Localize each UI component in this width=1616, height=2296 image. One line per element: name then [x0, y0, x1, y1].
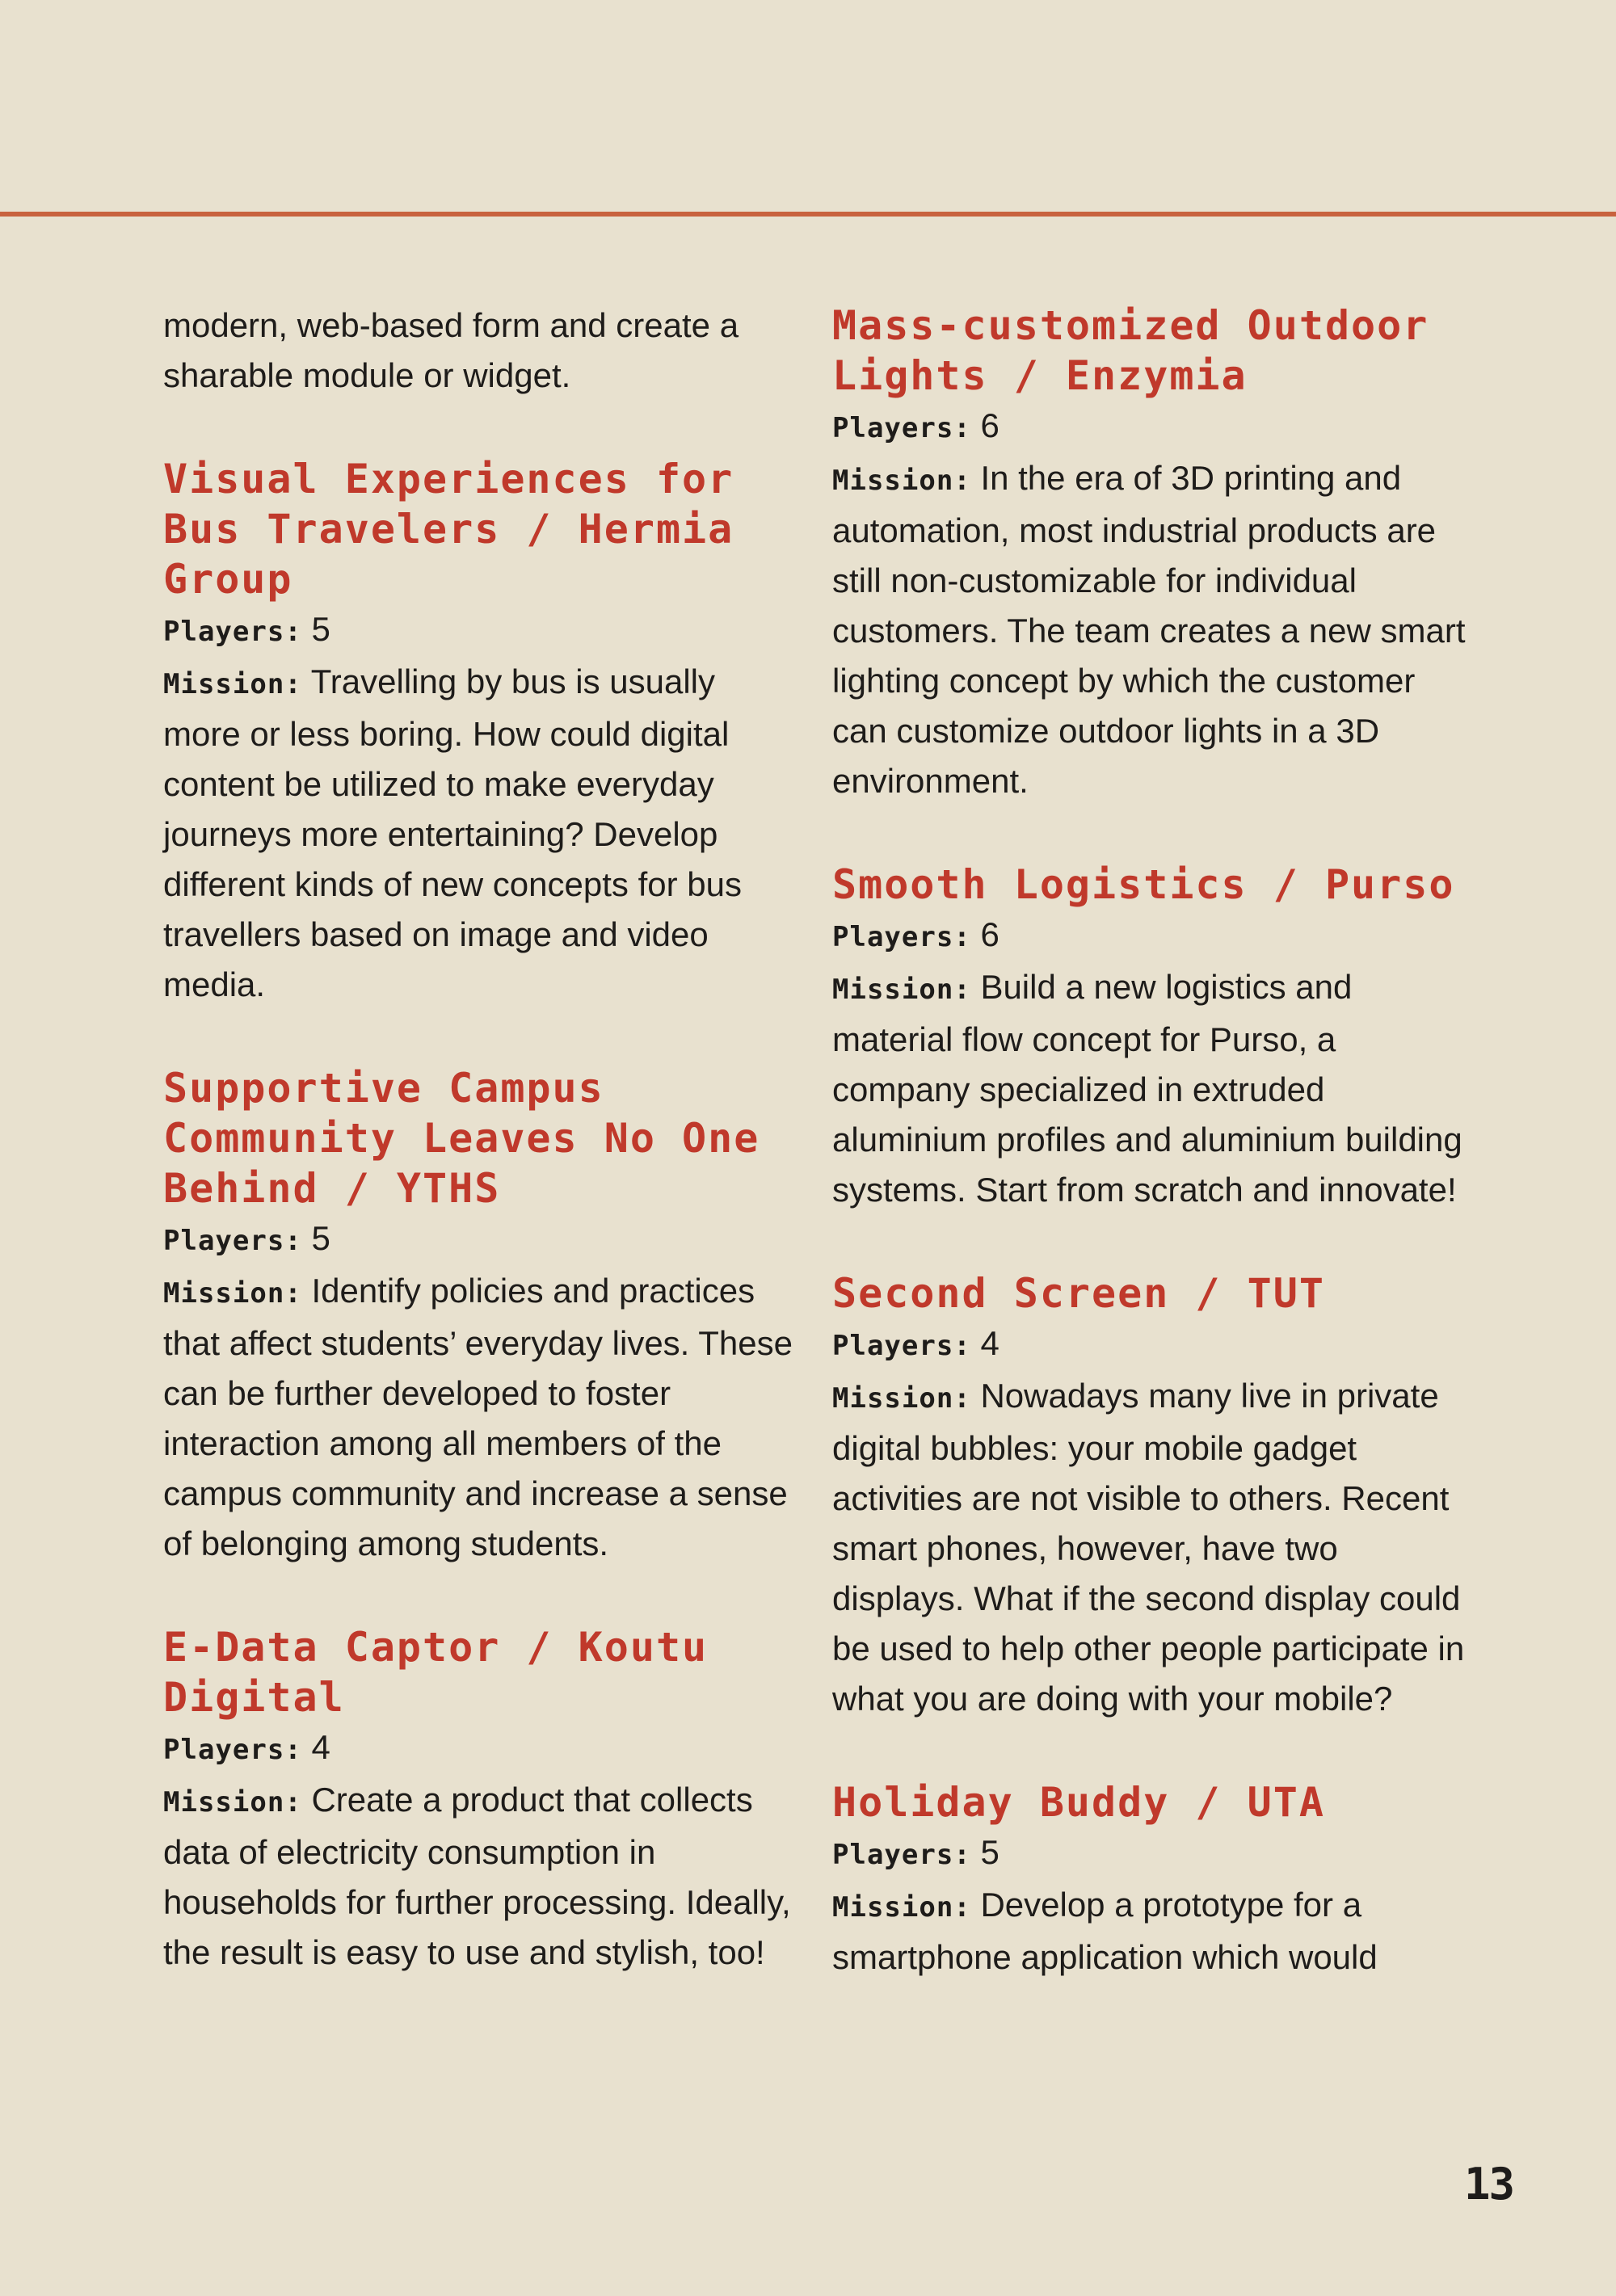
- players-value: 4: [980, 1324, 999, 1362]
- mission-text: Build a new logistics and material flow concept for Purso, a company specialized in extruded aluminium profiles and aluminium building systems. Start from scratch and innovate!: [832, 968, 1462, 1209]
- players-value: 4: [311, 1728, 330, 1766]
- section-title: E-Data Captor / Koutu Digital: [163, 1624, 709, 1721]
- players-value: 5: [311, 610, 330, 648]
- section-title: Mass-customized Outdoor Lights / Enzymia: [832, 302, 1429, 399]
- mission-label: Mission:: [832, 973, 971, 1006]
- mission-label: Mission:: [163, 1277, 302, 1310]
- players-line: [832, 1318, 1471, 1371]
- players-label: Players:: [163, 616, 302, 648]
- section-outdoor-lights: [832, 301, 1471, 806]
- top-rule: [0, 212, 1616, 217]
- players-value: 5: [980, 1833, 999, 1871]
- players-line: [163, 1213, 802, 1266]
- section-title: Smooth Logistics / Purso: [832, 861, 1455, 908]
- mission-line: [163, 1775, 802, 1978]
- mission-label: Mission:: [832, 1891, 971, 1924]
- section-second-screen: [832, 1268, 1471, 1724]
- section-title: Second Screen / TUT: [832, 1270, 1325, 1317]
- mission-label: Mission:: [163, 1786, 302, 1819]
- mission-label: Mission:: [832, 465, 971, 497]
- mission-line: [832, 1371, 1471, 1724]
- players-line: [163, 604, 802, 657]
- mission-line: [832, 1880, 1471, 1983]
- section-title: Holiday Buddy / UTA: [832, 1779, 1325, 1826]
- mission-text: Develop a prototype for a smartphone application which would: [832, 1886, 1378, 1976]
- mission-line: [163, 1266, 802, 1569]
- players-line: [832, 401, 1471, 453]
- section-smooth-logistics: [832, 860, 1471, 1215]
- page-number: 13: [1464, 2159, 1514, 2210]
- intro-text: modern, web-based form and create a sharable module or widget.: [163, 306, 739, 394]
- players-label: Players:: [832, 412, 971, 444]
- left-column: [163, 301, 802, 1978]
- players-line: [163, 1722, 802, 1775]
- section-bus-travelers: [163, 454, 802, 1010]
- mission-text: Create a product that collects data of electricity consumption in households for further processing. Ideally, the result is easy to use and stylish, too!: [163, 1781, 791, 1971]
- right-column: [832, 301, 1471, 1983]
- players-value: 5: [311, 1219, 330, 1257]
- players-label: Players:: [832, 1839, 971, 1871]
- mission-text: Nowadays many live in private digital bubbles: your mobile gadget activities are not visible to others. Recent smart phones, however, have two displays. What if the second display could be used to help other people participate in what you are doing with your mobile?: [832, 1377, 1465, 1718]
- section-campus-community: [163, 1063, 802, 1569]
- mission-label: Mission:: [832, 1382, 971, 1415]
- players-label: Players:: [832, 1330, 971, 1362]
- mission-line: [832, 962, 1471, 1215]
- players-label: Players:: [832, 921, 971, 953]
- mission-line: [832, 453, 1471, 806]
- players-value: 6: [980, 406, 999, 444]
- section-e-data-captor: [163, 1622, 802, 1978]
- players-value: 6: [980, 915, 999, 953]
- mission-text: Identify policies and practices that affect students’ everyday lives. These can be further developed to foster interaction among all members of the campus community and increase a sense of belonging among students.: [163, 1272, 793, 1562]
- section-holiday-buddy: [832, 1777, 1471, 1983]
- section-title: Supportive Campus Community Leaves No One Behind / YTHS: [163, 1065, 760, 1212]
- players-label: Players:: [163, 1734, 302, 1766]
- players-label: Players:: [163, 1225, 302, 1257]
- mission-label: Mission:: [163, 668, 302, 700]
- section-title: Visual Experiences for Bus Travelers / Hermia Group: [163, 456, 734, 603]
- mission-line: [163, 657, 802, 1010]
- mission-text: Travelling by bus is usually more or less boring. How could digital content be utilized to make everyday journeys more entertaining? Develop different kinds of new concepts for bus travellers based on image and video media.: [163, 662, 742, 1003]
- players-line: [832, 1827, 1471, 1880]
- mission-text: In the era of 3D printing and automation, most industrial products are still non-customizable for individual customers. The team creates a new smart lighting concept by which the customer can customize outdoor lights in a 3D environment.: [832, 459, 1466, 800]
- players-line: [832, 910, 1471, 962]
